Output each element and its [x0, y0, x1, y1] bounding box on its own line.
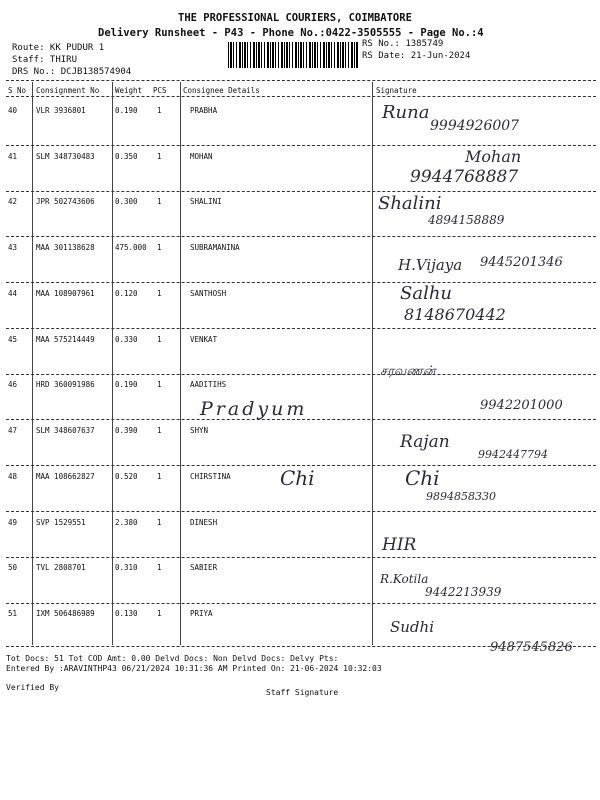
col-line [180, 82, 181, 645]
row-divider [6, 419, 596, 420]
barcode-image [228, 42, 358, 68]
col-line [372, 82, 373, 645]
signature-phone: 9445201346 [480, 255, 563, 270]
staff-label: Staff: THIRU [12, 55, 78, 65]
row-divider [6, 328, 596, 329]
row-divider [6, 145, 596, 146]
signature-scribble: Chi [405, 466, 440, 490]
row-divider [6, 282, 596, 283]
entered-by-line: Entered By :ARAVINTHP43 06/21/2024 10:31:36 AM Printed On: 21-06-2024 10:32:03 [6, 664, 382, 673]
column-divider [6, 96, 596, 97]
signature-phone: 9442213939 [425, 585, 502, 599]
signature-scribble: Sudhi [390, 618, 434, 636]
signature-scribble: Mohan [465, 147, 522, 166]
signature-phone: 9994926007 [430, 118, 520, 134]
handwritten-note: Pradyum [200, 398, 308, 420]
header-divider [6, 80, 596, 81]
col-consignee: Consignee Details [183, 86, 260, 95]
col-signature: Signature [376, 86, 417, 95]
rs-number: RS No.: 1385749 [362, 39, 444, 49]
signature-scribble: சரவணன் [380, 364, 436, 379]
drs-number: DRS No.: DCJB138574904 [12, 67, 132, 77]
row-divider [6, 646, 596, 647]
signature-phone: 9894858330 [426, 490, 496, 503]
signature-phone: 9942447794 [478, 448, 548, 461]
row-divider [6, 603, 596, 604]
col-line [112, 82, 113, 645]
col-consignment: Consignment No [36, 86, 100, 95]
totals-line: Tot Docs: 51 Tot COD Amt: 0.00 Delvd Docs: Non Delvd Docs: Delvy Pts: [6, 654, 339, 663]
staff-signature-label: Staff Signature [266, 688, 339, 697]
signature-phone: 4894158889 [428, 213, 505, 227]
signature-scribble: Shalini [378, 193, 442, 214]
runsheet-subtitle: Delivery Runsheet - P43 - Phone No.:0422-3505555 - Page No.:4 [98, 27, 484, 39]
col-weight: Weight [115, 86, 143, 95]
signature-phone: 8148670442 [404, 305, 506, 324]
col-line [32, 82, 33, 645]
signature-scribble: Salhu [400, 283, 453, 304]
signature-scribble: H.Vijaya [398, 256, 463, 274]
signature-scribble: Rajan [400, 432, 450, 452]
signature-scribble: R.Kotila [380, 572, 429, 586]
col-pcs: PCS [153, 86, 167, 95]
col-sno: S No [8, 86, 27, 95]
verified-by-label: Verified By [6, 683, 59, 692]
signature-phone: 9944768887 [410, 167, 519, 187]
signature-phone: 9487545826 [490, 640, 573, 655]
row-divider [6, 191, 596, 192]
signature-scribble: HIR [382, 535, 417, 555]
rs-date: RS Date: 21-Jun-2024 [362, 51, 471, 61]
row-divider [6, 236, 596, 237]
company-title: THE PROFESSIONAL COURIERS, COIMBATORE [178, 12, 412, 24]
signature-scribble: Runa [382, 102, 430, 123]
route-label: Route: KK PUDUR 1 [12, 43, 105, 53]
signature-phone: 9942201000 [480, 398, 563, 413]
row-divider [6, 374, 596, 375]
row-divider [6, 511, 596, 512]
handwritten-note: Chi [280, 466, 315, 490]
row-divider [6, 557, 596, 558]
